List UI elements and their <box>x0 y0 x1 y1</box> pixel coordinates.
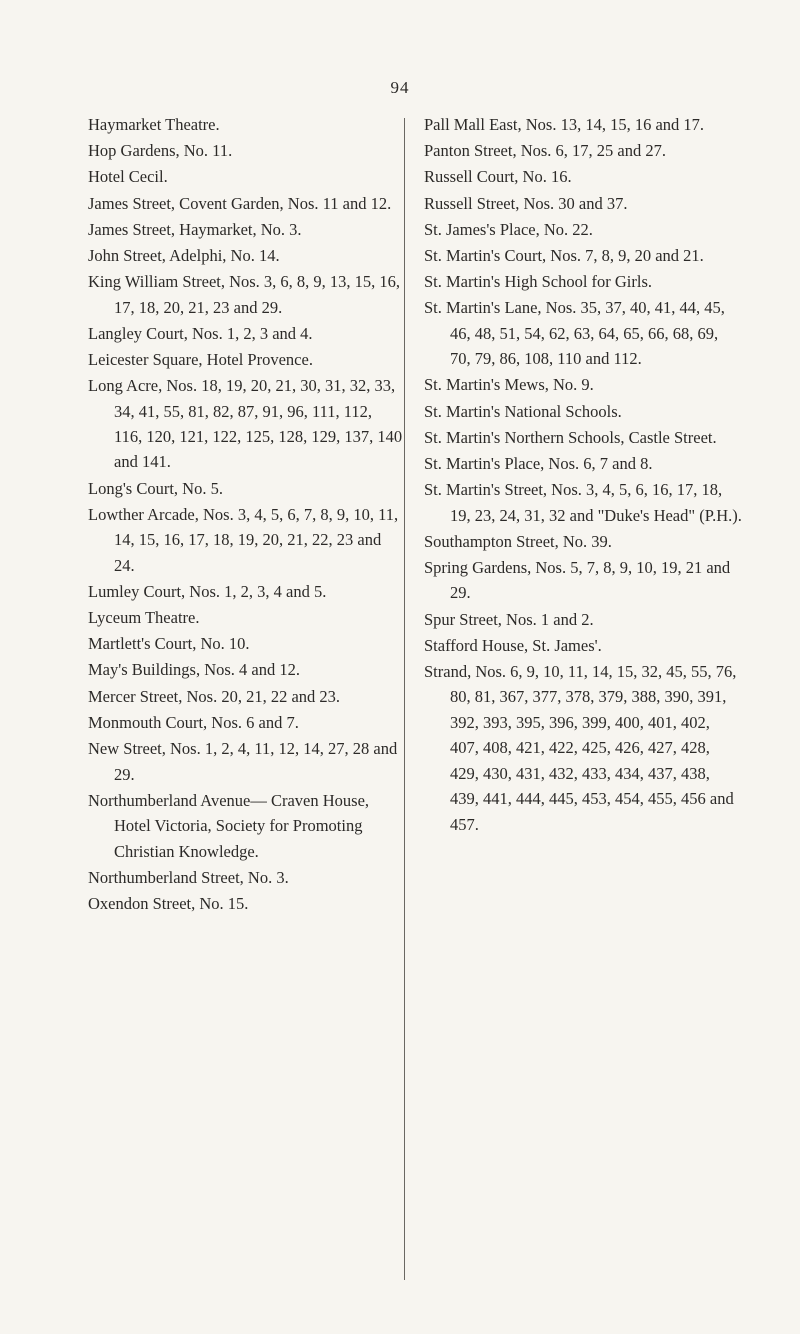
column-divider <box>404 118 405 1280</box>
list-item: Leicester Square, Hotel Provence. <box>88 350 313 370</box>
list-item: Oxendon Street, No. 15. <box>88 893 249 913</box>
list-item: Stafford House, St. James'. <box>424 635 602 655</box>
page-number: 94 <box>390 78 410 97</box>
list-item: Northumberland Street, No. 3. <box>88 867 289 887</box>
list-item: Russell Court, No. 16. <box>424 167 572 187</box>
list-item: St. Martin's Mews, No. 9. <box>424 375 594 395</box>
list-item: King William Street, Nos. 3, 6, 8, 9, 13, 15, 16, 17, 18, 20, 21, 23 and 29. <box>88 272 401 317</box>
list-item: St. Martin's National Schools. <box>424 401 622 421</box>
list-item: St. Martin's Place, Nos. 6, 7 and 8. <box>424 454 653 474</box>
list-item: James Street, Haymarket, No. 3. <box>88 219 302 239</box>
list-item: St. Martin's High School for Girls. <box>424 272 653 292</box>
list-item: James Street, Covent Garden, Nos. 11 and 12. <box>88 193 392 213</box>
list-item: Lowther Arcade, Nos. 3, 4, 5, 6, 7, 8, 9, 10, 11, 14, 15, 16, 17, 18, 19, 20, 21, 22, 23 and 24. <box>88 504 399 575</box>
list-item: St. Martin's Court, Nos. 7, 8, 9, 20 and 21. <box>424 246 704 266</box>
list-item: Mercer Street, Nos. 20, 21, 22 and 23. <box>88 686 341 706</box>
list-item: Lyceum Theatre. <box>88 608 200 628</box>
list-item: St. Martin's Northern Schools, Castle Street. <box>424 427 717 447</box>
list-item: St. Martin's Street, Nos. 3, 4, 5, 6, 16, 17, 18, 19, 23, 24, 31, 32 and "Duke's Head" (P.H.). <box>424 480 742 525</box>
list-item: Strand, Nos. 6, 9, 10, 11, 14, 15, 32, 45, 55, 76, 80, 81, 367, 377, 378, 379, 388, 390, 391, 392, 393, 395, 396, 399, 400, 401, 402, 407, 408, 421, 422, 425, 426, 427, 428, 429, 430, 431, 432, 433, 434, 437, 438, 439, 441, 444, 445, 453, 454, 455, 456 and 457. <box>424 662 737 834</box>
list-item: Long Acre, Nos. 18, 19, 20, 21, 30, 31, 32, 33, 34, 41, 55, 81, 82, 87, 91, 96, 111, 112, 116, 120, 121, 122, 125, 128, 129, 137, 140 and 141. <box>88 376 403 472</box>
right-column <box>424 112 742 838</box>
list-item: Hotel Cecil. <box>88 167 168 187</box>
list-item: Pall Mall East, Nos. 13, 14, 15, 16 and 17. <box>424 115 705 134</box>
list-item: Martlett's Court, No. 10. <box>88 634 250 654</box>
list-item: Monmouth Court, Nos. 6 and 7. <box>88 712 299 732</box>
list-item: Hop Gardens, No. 11. <box>88 141 233 161</box>
left-column <box>88 112 404 917</box>
list-item: Southampton Street, No. 39. <box>424 531 612 551</box>
list-item: Lumley Court, Nos. 1, 2, 3, 4 and 5. <box>88 581 327 601</box>
list-item: May's Buildings, Nos. 4 and 12. <box>88 660 300 680</box>
list-item: New Street, Nos. 1, 2, 4, 11, 12, 14, 27, 28 and 29. <box>88 739 398 784</box>
list-item: Langley Court, Nos. 1, 2, 3 and 4. <box>88 323 313 343</box>
list-item: Russell Street, Nos. 30 and 37. <box>424 193 628 213</box>
list-item: St. James's Place, No. 22. <box>424 219 593 239</box>
list-item: St. Martin's Lane, Nos. 35, 37, 40, 41, 44, 45, 46, 48, 51, 54, 62, 63, 64, 65, 66, 68, 69, 70, 79, 86, 108, 110 and 112. <box>424 298 725 369</box>
list-item: John Street, Adelphi, No. 14. <box>88 246 280 266</box>
list-item: Long's Court, No. 5. <box>88 478 223 498</box>
list-item: Spring Gardens, Nos. 5, 7, 8, 9, 10, 19, 21 and 29. <box>424 558 731 603</box>
list-item: Panton Street, Nos. 6, 17, 25 and 27. <box>424 141 666 161</box>
list-item: Northumberland Avenue— Craven House, Hotel Victoria, Society for Promoting Christian Knowledge. <box>88 790 370 861</box>
list-item: Spur Street, Nos. 1 and 2. <box>424 609 594 629</box>
list-item: Haymarket Theatre. <box>88 115 220 134</box>
